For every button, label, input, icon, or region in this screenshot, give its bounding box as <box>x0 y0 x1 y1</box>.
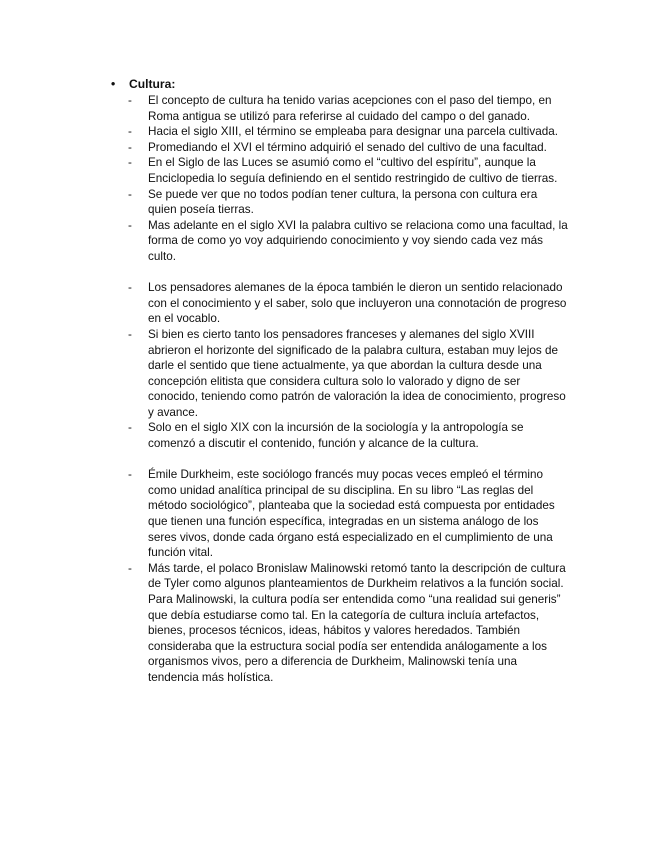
list-item-roma <box>128 93 568 124</box>
dash-marker: - <box>128 218 132 232</box>
dash-marker: - <box>128 327 132 341</box>
dash-marker: - <box>128 156 132 170</box>
dash-marker: - <box>128 125 132 139</box>
list-item-text: Más tarde, el polaco Bronislaw Malinowski retomó tanto la descripción de cultura de Tyler como algunos planteamientos de Durkheim relativos a la función social. Para Malinowski, la cultura podía ser entendida como “una realidad sui generis” que debía estudiarse como tal. En la categoría de cultura incluía artefactos, bienes, procesos técnicos, ideas, hábitos y valores heredados. También consideraba que la estructura social podía ser entendida análogamente a los organismos vivos, pero a diferencia de Durkheim, Malinowski tenía una tendencia más holística. <box>148 561 566 684</box>
list-item-siglo-xix <box>128 420 568 451</box>
list-item-alemanes <box>128 280 568 327</box>
dash-marker: - <box>128 468 132 482</box>
list-item-text: Hacia el siglo XIII, el término se empleaba para designar una parcela cultivada. <box>148 125 558 139</box>
dash-marker: - <box>128 94 132 107</box>
list-item-text: Se puede ver que no todos podían tener cultura, la persona con cultura era quien poseía tierras. <box>148 187 538 217</box>
list-item-siglo-xviii <box>128 327 568 421</box>
list-item-durkheim <box>128 467 568 561</box>
list-item-culto <box>128 218 568 265</box>
dash-marker: - <box>128 561 132 575</box>
list-item-text: Émile Durkheim, este sociólogo francés muy pocas veces empleó el término como unidad analítica principal de su disciplina. En su libro “Las reglas del método sociológico”, planteaba que la sociedad está compuesta por entidades que tienen una función específica, integradas en un sistema análogo de los seres vivos, donde cada órgano está especializado en el cumplimiento de una función vital. <box>148 468 555 560</box>
list-item-text: Solo en el siglo XIX con la incursión de la sociología y la antropología se comenzó a discutir el contenido, función y alcance de la cultura. <box>148 421 524 451</box>
bullet-marker: • <box>111 77 116 91</box>
dash-marker: - <box>128 281 132 295</box>
dash-marker: - <box>128 421 132 435</box>
list-item-text: Promediando el XVI el término adquirió el senado del cultivo de una facultad. <box>148 140 547 154</box>
list-item-text: Mas adelante en el siglo XVI la palabra cultivo se relaciona como una facultad, la forma de como yo voy adquiriendo conocimiento y voy siendo cada vez más culto. <box>148 218 568 263</box>
list-item-text: Los pensadores alemanes de la época también le dieron un sentido relacionado con el conocimiento y el saber, solo que incluyeron una connotación de progreso en el vocablo. <box>148 281 567 326</box>
list-item-siglo-luces <box>128 155 568 186</box>
list-item-siglo-xiii <box>128 124 568 140</box>
culture-notes-list <box>128 93 568 686</box>
list-item-xvi <box>128 140 568 156</box>
dash-marker: - <box>128 140 132 154</box>
list-item-text: El concepto de cultura ha tenido varias acepciones con el paso del tiempo, en Roma antigua se utilizó para referirse al cuidado del campo o del ganado. <box>148 94 552 123</box>
list-item-text: En el Siglo de las Luces se asumió como el “cultivo del espíritu”, aunque la Enciclopedia lo seguía definiendo en el sentido restringido de cultivo de tierras. <box>148 156 558 185</box>
list-item-malinowski <box>128 561 568 686</box>
list-item-tierras <box>128 187 568 218</box>
list-item-text: Si bien es cierto tanto los pensadores franceses y alemanes del siglo XVIII abrieron el horizonte del significado de la palabra cultura, estaban muy lejos de darle el sentido que tiene actualmente, ya que abordan la cultura desde una concepción elitista que considera cultura solo lo valorado y digno de ser conocido, teniendo como patrón de valoración la idea de conocimiento, progreso y avance. <box>148 327 566 419</box>
dash-marker: - <box>128 187 132 201</box>
section-title: Cultura: <box>129 77 176 91</box>
